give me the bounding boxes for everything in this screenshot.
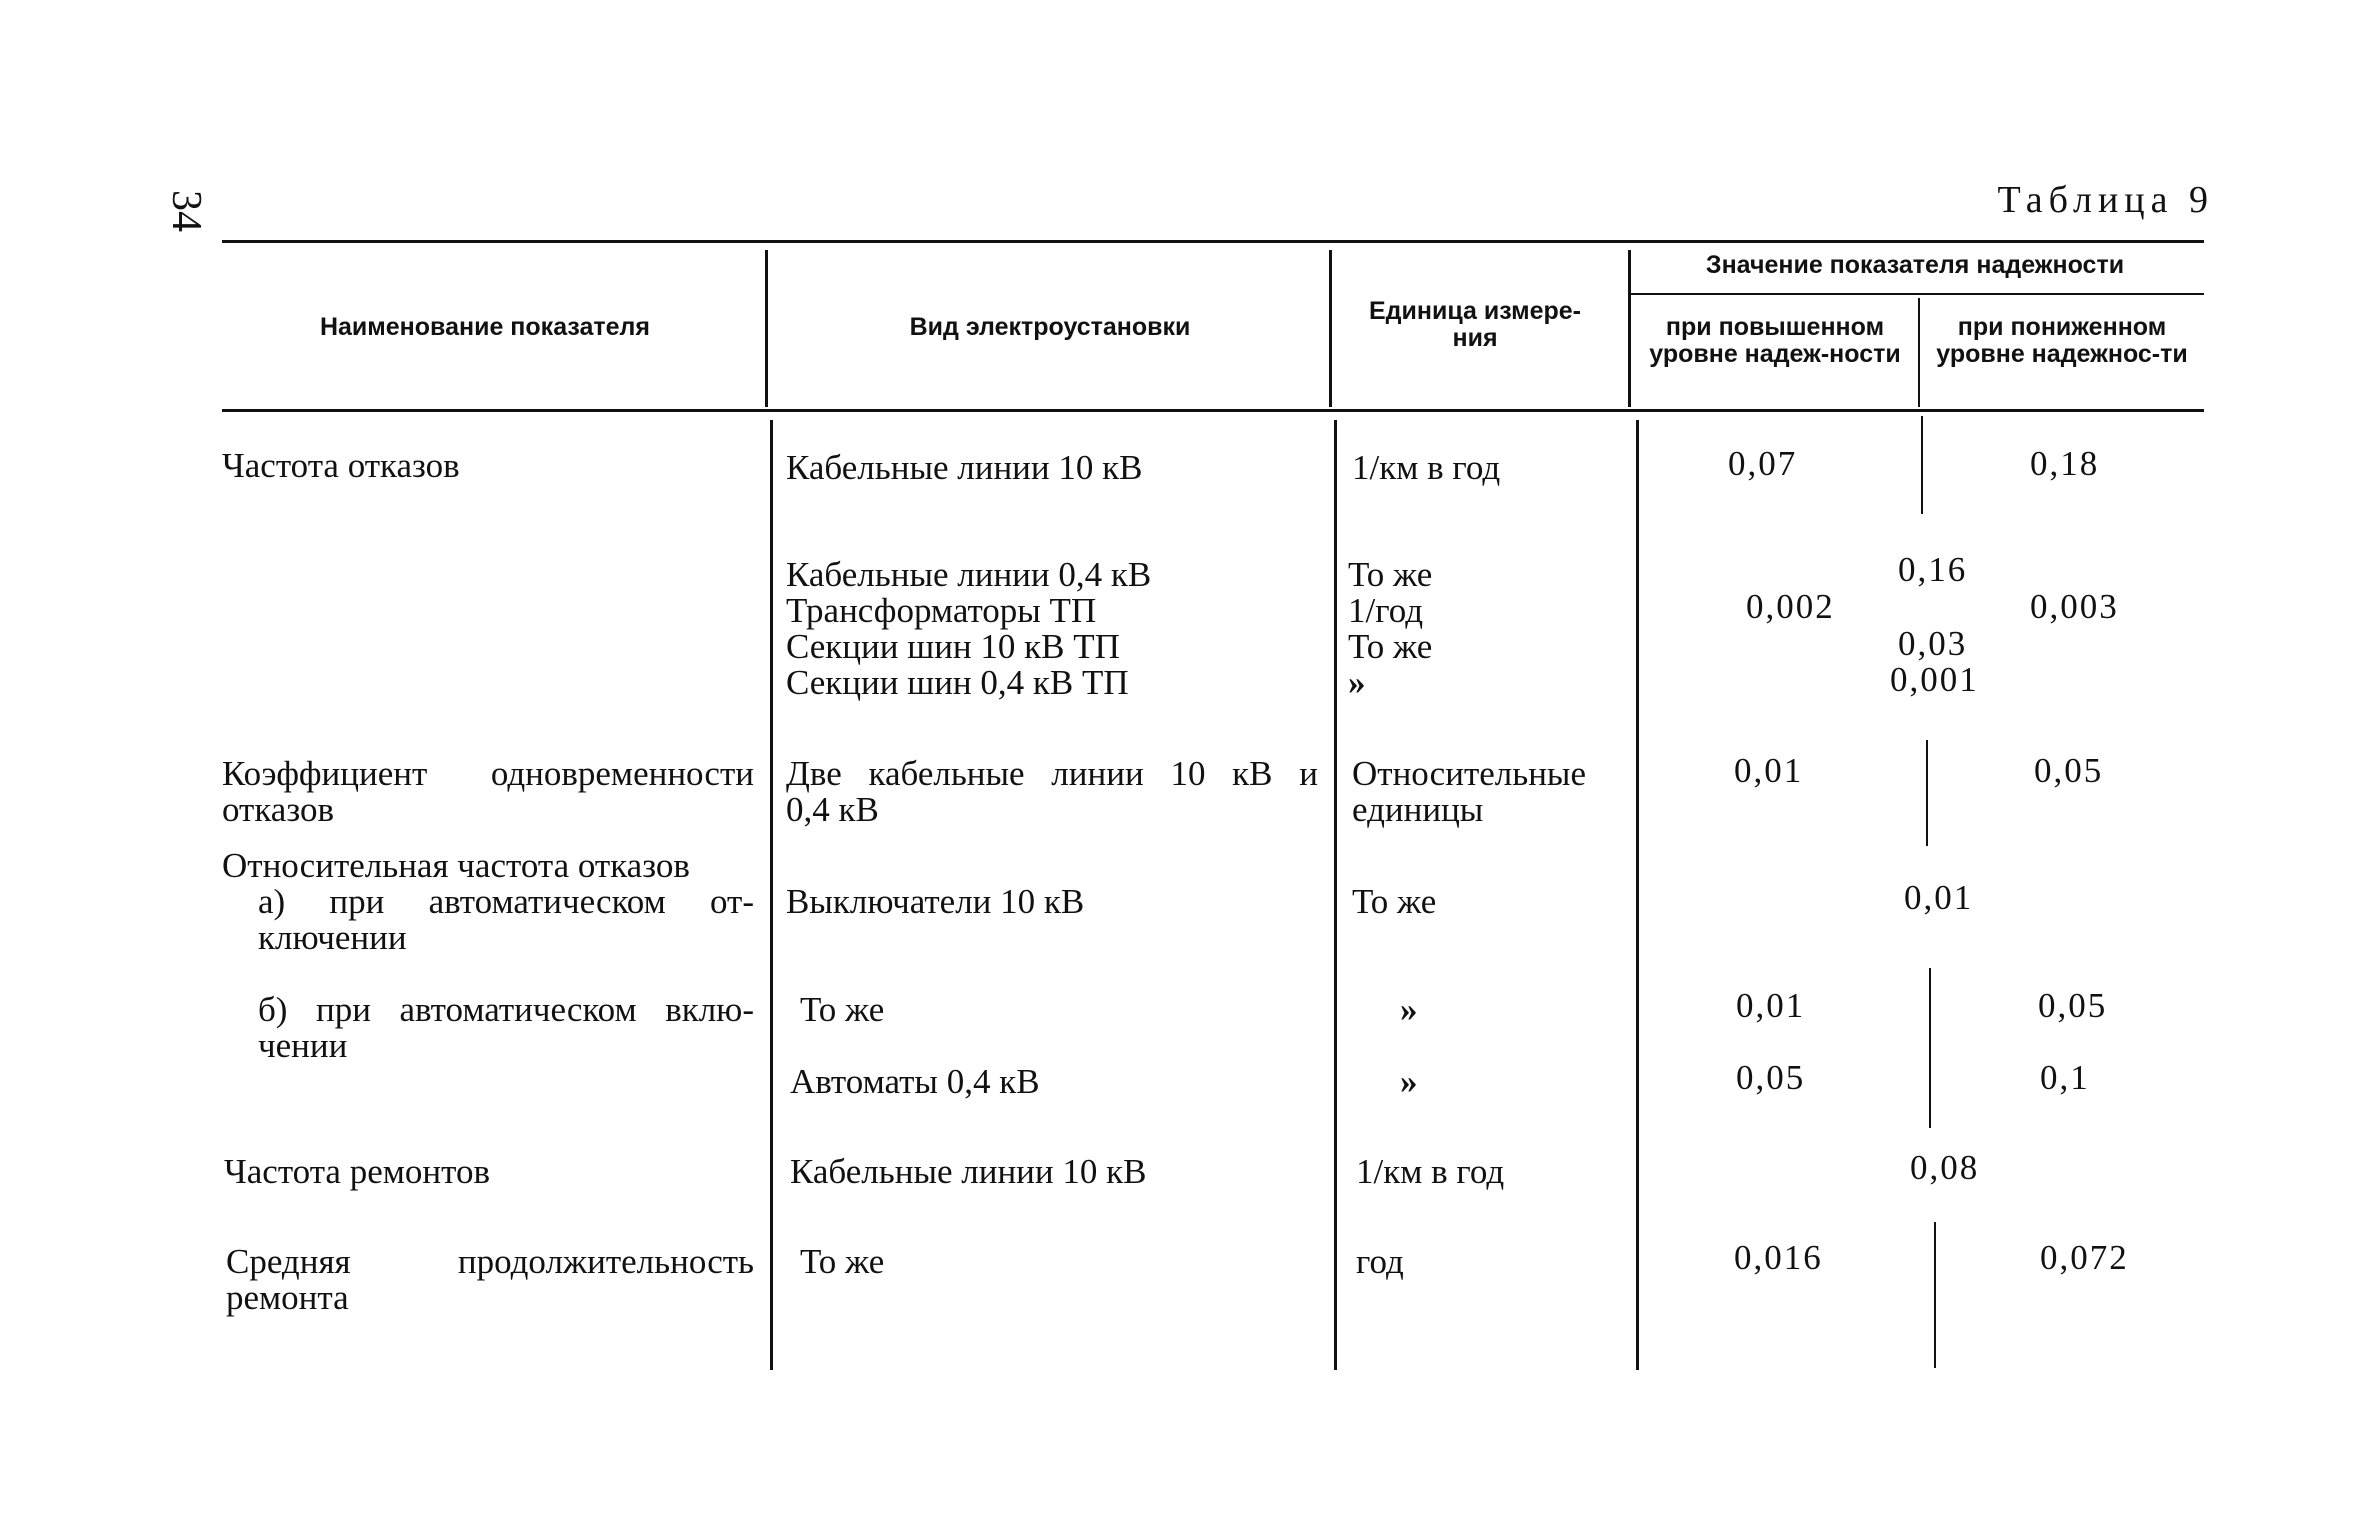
value-divider-r3	[1926, 740, 1928, 846]
r3-type-line1: Две кабельные линии 10 кВ и	[786, 754, 1318, 793]
r4-sub-a-line1: а) при автоматическом от-	[258, 882, 754, 921]
r4-name: Относительная частота отказов	[222, 846, 690, 885]
header-low: при пониженном уровне надежнос-ти	[1936, 313, 2188, 368]
r5-low: 0,05	[2038, 986, 2108, 1025]
r2-unit-4: »	[1348, 663, 1366, 702]
r2-type-2: Трансформаторы ТП	[786, 591, 1097, 630]
r4-type: Выключатели 10 кВ	[786, 882, 1085, 921]
body-divider-3	[1636, 420, 1639, 1370]
r6-unit: »	[1400, 1062, 1418, 1101]
r2-unit-2: 1/год	[1348, 591, 1424, 630]
r2-type-4: Секции шин 0,4 кВ ТП	[786, 663, 1129, 702]
value-divider-r1	[1921, 416, 1923, 514]
table-top-rule	[222, 240, 2204, 243]
header-divider-3	[1628, 250, 1631, 407]
header-name: Наименование показателя	[319, 313, 651, 341]
r3-high: 0,01	[1734, 751, 1804, 790]
r2-common-bus10: 0,03	[1898, 624, 1968, 663]
r2-common-bus04: 0,001	[1890, 660, 1979, 699]
header-divider-1	[765, 250, 768, 407]
header-value-group: Значение показателя надежности	[1705, 251, 2125, 279]
r8-high: 0,016	[1734, 1238, 1823, 1277]
r3-low: 0,05	[2034, 751, 2104, 790]
r1-unit: 1/км в год	[1352, 448, 1501, 487]
table-title: Таблица 9	[1997, 179, 2214, 221]
r1-low: 0,18	[2030, 444, 2100, 483]
r3-name-line1: Коэффициент одновременности	[222, 754, 754, 793]
header-unit: Единица измере-ния	[1369, 297, 1581, 352]
r8-type: То же	[800, 1242, 885, 1281]
header-divider-2	[1329, 250, 1332, 407]
value-divider-r8	[1934, 1222, 1936, 1368]
r4-sub-a-line2: ключении	[258, 918, 407, 957]
r3-name-line2: отказов	[222, 790, 334, 829]
r2-unit-1: То же	[1348, 555, 1433, 594]
r2-type-1: Кабельные линии 0,4 кВ	[786, 555, 1152, 594]
page-number: 34	[163, 190, 209, 232]
r4-unit: То же	[1352, 882, 1437, 921]
r7-common: 0,08	[1910, 1148, 1980, 1187]
r7-type: Кабельные линии 10 кВ	[790, 1152, 1147, 1191]
r8-name-line1: Средняя продолжительность	[226, 1242, 754, 1281]
r1-high: 0,07	[1728, 444, 1798, 483]
body-divider-2	[1334, 420, 1337, 1370]
r5-sub-b-line1: б) при автоматическом вклю-	[258, 990, 754, 1029]
header-bottom-rule	[222, 409, 2204, 412]
header-type: Вид электроустановки	[909, 313, 1191, 341]
r5-sub-b-line2: чении	[258, 1026, 348, 1065]
r3-type-line2: 0,4 кВ	[786, 790, 879, 829]
r6-type: Автоматы 0,4 кВ	[790, 1062, 1040, 1101]
value-group-rule	[1630, 293, 2204, 295]
r8-low: 0,072	[2040, 1238, 2129, 1277]
header-high: при повышенном уровне надеж-ности	[1649, 313, 1901, 368]
body-divider-1	[770, 420, 773, 1370]
r8-name-line2: ремонта	[226, 1278, 349, 1317]
r5-high: 0,01	[1736, 986, 1806, 1025]
r5-unit: »	[1400, 990, 1418, 1029]
r1-type: Кабельные линии 10 кВ	[786, 448, 1143, 487]
r2-unit-3: То же	[1348, 627, 1433, 666]
r6-low: 0,1	[2040, 1058, 2090, 1097]
r3-unit-line2: единицы	[1352, 790, 1484, 829]
r2-low-transformer: 0,003	[2030, 587, 2119, 626]
r8-unit: год	[1356, 1242, 1404, 1281]
r7-name: Частота ремонтов	[224, 1152, 490, 1191]
r2-type-3: Секции шин 10 кВ ТП	[786, 627, 1120, 666]
r2-common-cable: 0,16	[1898, 550, 1968, 589]
r4-common: 0,01	[1904, 878, 1974, 917]
r5-type: То же	[800, 990, 885, 1029]
r1-name: Частота отказов	[222, 446, 460, 485]
value-divider-r5	[1929, 968, 1931, 1128]
r2-high-transformer: 0,002	[1746, 587, 1835, 626]
r3-unit-line1: Относительные	[1352, 754, 1586, 793]
r7-unit: 1/км в год	[1356, 1152, 1505, 1191]
r6-high: 0,05	[1736, 1058, 1806, 1097]
header-divider-4	[1918, 298, 1920, 407]
